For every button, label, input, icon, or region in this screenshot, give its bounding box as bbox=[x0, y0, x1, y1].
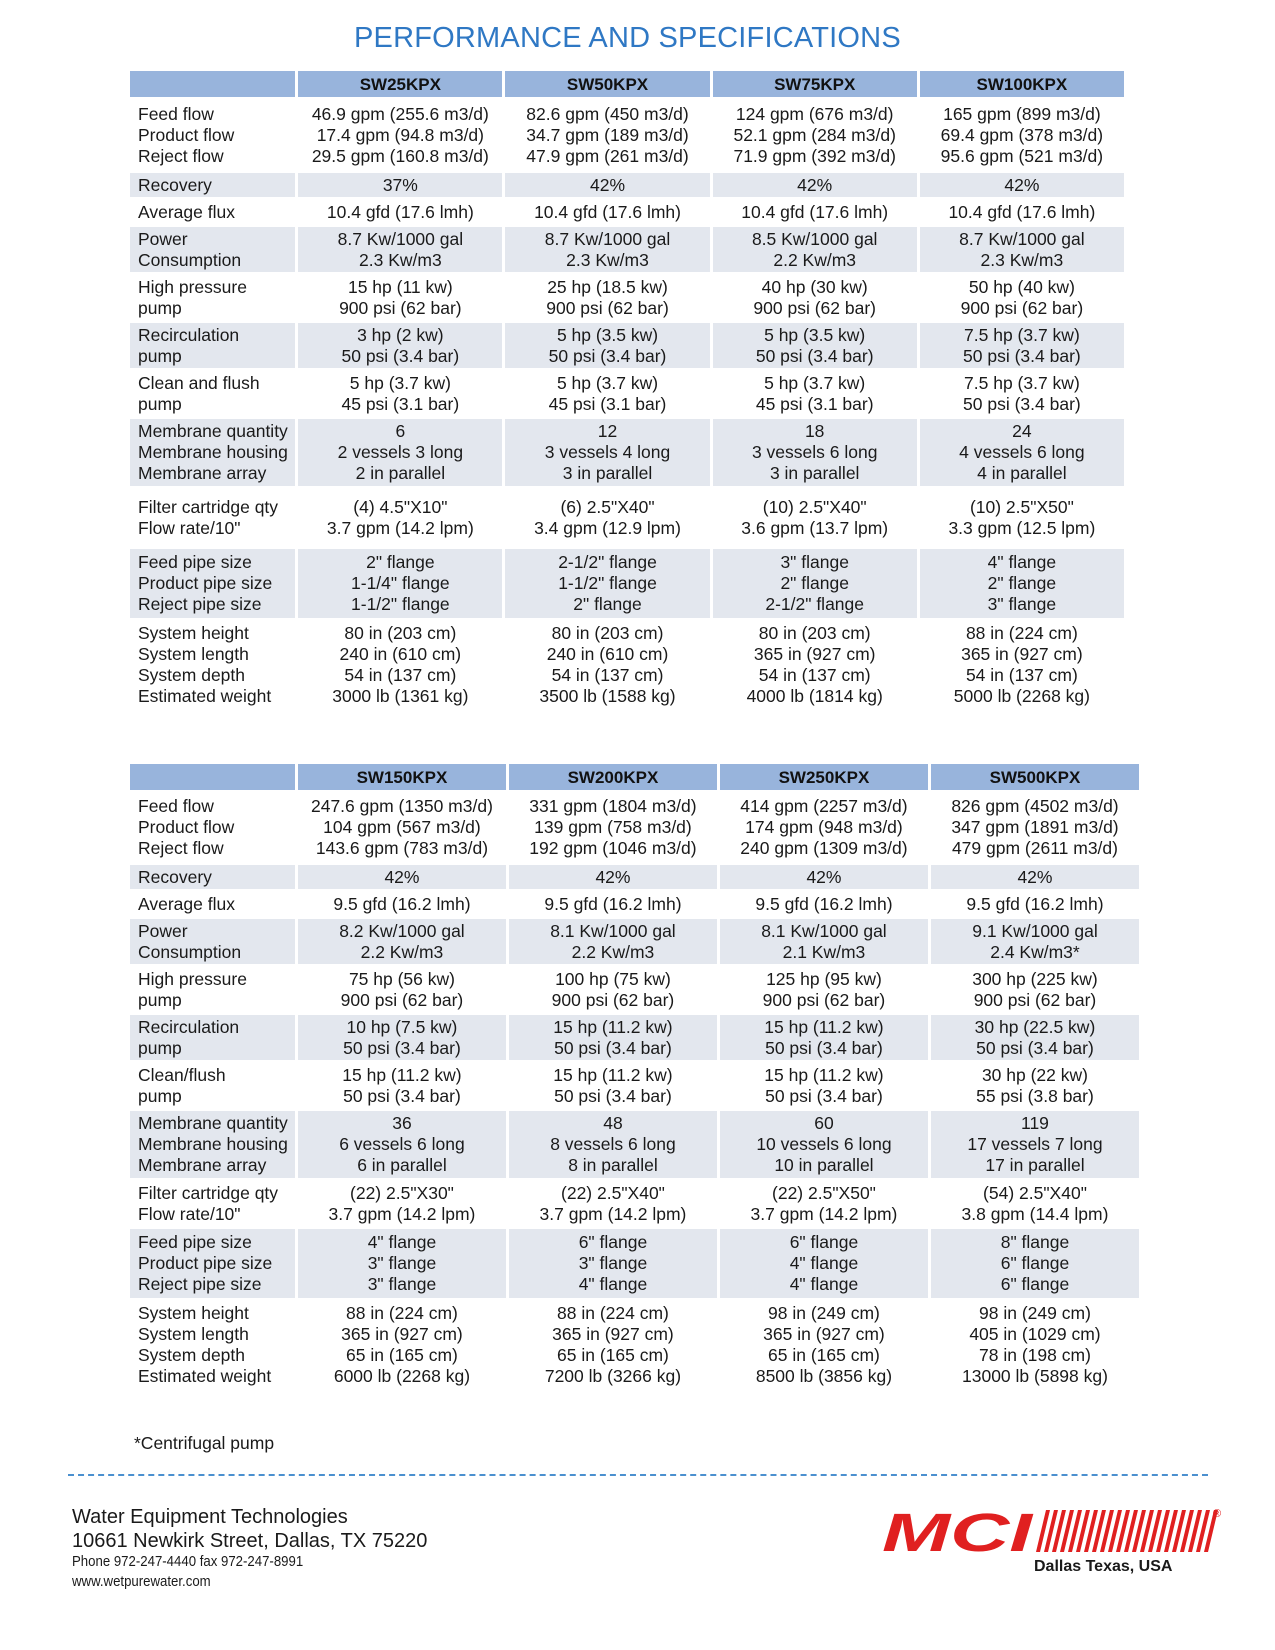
spec-row bbox=[129, 891, 1141, 918]
spec-cell: 42% bbox=[296, 864, 507, 891]
row-label: Membrane quantity Membrane housing Membrane array bbox=[129, 418, 297, 488]
spec-cell: 82.6 gpm (450 m3/d) 34.7 gpm (189 m3/d) 47.9 gpm (261 m3/d) bbox=[504, 99, 711, 172]
header-corner bbox=[129, 70, 297, 99]
spec-cell: 42% bbox=[918, 172, 1125, 199]
company-address bbox=[72, 1505, 427, 1593]
spec-cell: 100 hp (75 kw) 900 psi (62 bar) bbox=[507, 966, 718, 1014]
row-label: Recovery bbox=[129, 864, 297, 891]
row-label: Feed pipe size Product pipe size Reject pipe size bbox=[129, 1228, 297, 1300]
row-label: Feed flow Product flow Reject flow bbox=[129, 792, 297, 864]
spec-cell: 5 hp (3.7 kw) 45 psi (3.1 bar) bbox=[297, 370, 504, 418]
spec-row bbox=[129, 172, 1126, 199]
spec-row bbox=[129, 274, 1126, 322]
spec-cell: 88 in (224 cm) 365 in (927 cm) 54 in (137 cm) 5000 lb (2268 kg) bbox=[918, 620, 1125, 710]
spec-cell: 8" flange 6" flange 6" flange bbox=[929, 1228, 1140, 1300]
spec-cell: 8.7 Kw/1000 gal 2.3 Kw/m3 bbox=[918, 226, 1125, 274]
spec-cell: 9.5 gfd (16.2 lmh) bbox=[718, 891, 929, 918]
dashed-divider bbox=[68, 1474, 1208, 1476]
row-label: Recirculation pump bbox=[129, 1014, 297, 1062]
row-label: Filter cartridge qty Flow rate/10" bbox=[129, 488, 297, 548]
spec-cell: 15 hp (11.2 kw) 50 psi (3.4 bar) bbox=[507, 1014, 718, 1062]
logo-stripes bbox=[1036, 1510, 1218, 1552]
page-title: PERFORMANCE AND SPECIFICATIONS bbox=[354, 22, 901, 54]
spec-cell: (4) 4.5"X10" 3.7 gpm (14.2 lpm) bbox=[297, 488, 504, 548]
spec-cell: 7.5 hp (3.7 kw) 50 psi (3.4 bar) bbox=[918, 370, 1125, 418]
spec-table-1 bbox=[127, 68, 1127, 711]
spec-cell: 9.5 gfd (16.2 lmh) bbox=[929, 891, 1140, 918]
spec-cell: 8.2 Kw/1000 gal 2.2 Kw/m3 bbox=[296, 918, 507, 966]
spec-cell: 10.4 gfd (17.6 lmh) bbox=[504, 199, 711, 226]
spec-cell: 5 hp (3.7 kw) 45 psi (3.1 bar) bbox=[711, 370, 918, 418]
spec-row bbox=[129, 1110, 1141, 1180]
model-header: SW500KPX bbox=[929, 763, 1140, 792]
model-header: SW200KPX bbox=[507, 763, 718, 792]
model-header-row bbox=[129, 70, 1126, 99]
spec-row bbox=[129, 1228, 1141, 1300]
spec-cell: 12 3 vessels 4 long 3 in parallel bbox=[504, 418, 711, 488]
model-header: SW75KPX bbox=[711, 70, 918, 99]
spec-cell: 60 10 vessels 6 long 10 in parallel bbox=[718, 1110, 929, 1180]
spec-cell: (54) 2.5"X40" 3.8 gpm (14.4 lpm) bbox=[929, 1180, 1140, 1228]
spec-row bbox=[129, 370, 1126, 418]
logo-registered: ® bbox=[1213, 1508, 1222, 1520]
spec-cell: 42% bbox=[711, 172, 918, 199]
row-label: System height System length System depth Estimated weight bbox=[129, 1300, 297, 1390]
row-label: Membrane quantity Membrane housing Membrane array bbox=[129, 1110, 297, 1180]
row-label: Filter cartridge qty Flow rate/10" bbox=[129, 1180, 297, 1228]
spec-row bbox=[129, 792, 1141, 864]
spec-cell: 5 hp (3.5 kw) 50 psi (3.4 bar) bbox=[504, 322, 711, 370]
spec-cell: 8.7 Kw/1000 gal 2.3 Kw/m3 bbox=[297, 226, 504, 274]
spec-row bbox=[129, 1180, 1141, 1228]
spec-cell: 119 17 vessels 7 long 17 in parallel bbox=[929, 1110, 1140, 1180]
model-header: SW50KPX bbox=[504, 70, 711, 99]
spec-cell: 15 hp (11 kw) 900 psi (62 bar) bbox=[297, 274, 504, 322]
spec-cell: 15 hp (11.2 kw) 50 psi (3.4 bar) bbox=[718, 1062, 929, 1110]
spec-cell: 10 hp (7.5 kw) 50 psi (3.4 bar) bbox=[296, 1014, 507, 1062]
spec-cell: 9.5 gfd (16.2 lmh) bbox=[296, 891, 507, 918]
spec-cell: 8.1 Kw/1000 gal 2.1 Kw/m3 bbox=[718, 918, 929, 966]
spec-cell: 18 3 vessels 6 long 3 in parallel bbox=[711, 418, 918, 488]
spec-cell: 40 hp (30 kw) 900 psi (62 bar) bbox=[711, 274, 918, 322]
row-label: Average flux bbox=[129, 199, 297, 226]
spec-cell: 6 2 vessels 3 long 2 in parallel bbox=[297, 418, 504, 488]
logo-text: MCI bbox=[882, 1503, 1034, 1563]
spec-cell: 414 gpm (2257 m3/d) 174 gpm (948 m3/d) 240 gpm (1309 m3/d) bbox=[718, 792, 929, 864]
spec-cell: 8.1 Kw/1000 gal 2.2 Kw/m3 bbox=[507, 918, 718, 966]
spec-cell: 15 hp (11.2 kw) 50 psi (3.4 bar) bbox=[718, 1014, 929, 1062]
spec-cell: (22) 2.5"X50" 3.7 gpm (14.2 lpm) bbox=[718, 1180, 929, 1228]
row-label: Clean/flush pump bbox=[129, 1062, 297, 1110]
street-address: 10661 Newkirk Street, Dallas, TX 75220 bbox=[72, 1530, 428, 1552]
spec-row bbox=[129, 864, 1141, 891]
spec-cell: 2" flange 1-1/4" flange 1-1/2" flange bbox=[297, 548, 504, 620]
footnote: *Centrifugal pump bbox=[134, 1433, 275, 1453]
row-label: Power Consumption bbox=[129, 918, 297, 966]
spec-cell: 124 gpm (676 m3/d) 52.1 gpm (284 m3/d) 71.9 gpm (392 m3/d) bbox=[711, 99, 918, 172]
spec-cell: 75 hp (56 kw) 900 psi (62 bar) bbox=[296, 966, 507, 1014]
spec-cell: 6" flange 4" flange 4" flange bbox=[718, 1228, 929, 1300]
spec-cell: 42% bbox=[504, 172, 711, 199]
spec-cell: 9.5 gfd (16.2 lmh) bbox=[507, 891, 718, 918]
spec-cell: 4" flange 2" flange 3" flange bbox=[918, 548, 1125, 620]
spec-row bbox=[129, 1062, 1141, 1110]
spec-cell: 10.4 gfd (17.6 lmh) bbox=[918, 199, 1125, 226]
spec-cell: 2-1/2" flange 1-1/2" flange 2" flange bbox=[504, 548, 711, 620]
company-name: Water Equipment Technologies bbox=[72, 1506, 348, 1528]
row-label: Feed flow Product flow Reject flow bbox=[129, 99, 297, 172]
model-header: SW250KPX bbox=[718, 763, 929, 792]
spec-row bbox=[129, 418, 1126, 488]
spec-cell: (22) 2.5"X30" 3.7 gpm (14.2 lpm) bbox=[296, 1180, 507, 1228]
spec-row bbox=[129, 1300, 1141, 1390]
spec-cell: 165 gpm (899 m3/d) 69.4 gpm (378 m3/d) 95.6 gpm (521 m3/d) bbox=[918, 99, 1125, 172]
spec-cell: 300 hp (225 kw) 900 psi (62 bar) bbox=[929, 966, 1140, 1014]
spec-row bbox=[129, 488, 1126, 548]
spec-row bbox=[129, 966, 1141, 1014]
spec-cell: 6" flange 3" flange 4" flange bbox=[507, 1228, 718, 1300]
spec-cell: 80 in (203 cm) 240 in (610 cm) 54 in (137 cm) 3000 lb (1361 kg) bbox=[297, 620, 504, 710]
spec-cell: 88 in (224 cm) 365 in (927 cm) 65 in (165 cm) 6000 lb (2268 kg) bbox=[296, 1300, 507, 1390]
spec-cell: 37% bbox=[297, 172, 504, 199]
logo-location: Dallas Texas, USA bbox=[1034, 1558, 1173, 1575]
spec-cell: 125 hp (95 kw) 900 psi (62 bar) bbox=[718, 966, 929, 1014]
spec-cell: 42% bbox=[718, 864, 929, 891]
spec-cell: 98 in (249 cm) 365 in (927 cm) 65 in (165 cm) 8500 lb (3856 kg) bbox=[718, 1300, 929, 1390]
row-label: High pressure pump bbox=[129, 274, 297, 322]
model-header-row bbox=[129, 763, 1141, 792]
spec-table-2 bbox=[127, 761, 1142, 1391]
row-label: High pressure pump bbox=[129, 966, 297, 1014]
model-header: SW150KPX bbox=[296, 763, 507, 792]
spec-cell: 10.4 gfd (17.6 lmh) bbox=[711, 199, 918, 226]
spec-cell: 48 8 vessels 6 long 8 in parallel bbox=[507, 1110, 718, 1180]
spec-cell: 7.5 hp (3.7 kw) 50 psi (3.4 bar) bbox=[918, 322, 1125, 370]
spec-cell: 25 hp (18.5 kw) 900 psi (62 bar) bbox=[504, 274, 711, 322]
spec-cell: 80 in (203 cm) 240 in (610 cm) 54 in (137 cm) 3500 lb (1588 kg) bbox=[504, 620, 711, 710]
spec-cell: 247.6 gpm (1350 m3/d) 104 gpm (567 m3/d) 143.6 gpm (783 m3/d) bbox=[296, 792, 507, 864]
spec-cell: 50 hp (40 kw) 900 psi (62 bar) bbox=[918, 274, 1125, 322]
spec-cell: (22) 2.5"X40" 3.7 gpm (14.2 lpm) bbox=[507, 1180, 718, 1228]
website-link[interactable]: www.wetpurewater.com bbox=[72, 1573, 211, 1590]
row-label: Average flux bbox=[129, 891, 297, 918]
model-header: SW100KPX bbox=[918, 70, 1125, 99]
spec-row bbox=[129, 620, 1126, 710]
spec-row bbox=[129, 199, 1126, 226]
model-header: SW25KPX bbox=[297, 70, 504, 99]
row-label: System height System length System depth Estimated weight bbox=[129, 620, 297, 710]
spec-cell: 5 hp (3.7 kw) 45 psi (3.1 bar) bbox=[504, 370, 711, 418]
spec-cell: 80 in (203 cm) 365 in (927 cm) 54 in (137 cm) 4000 lb (1814 kg) bbox=[711, 620, 918, 710]
spec-cell: 30 hp (22.5 kw) 50 psi (3.4 bar) bbox=[929, 1014, 1140, 1062]
row-label: Clean and flush pump bbox=[129, 370, 297, 418]
spec-cell: 4" flange 3" flange 3" flange bbox=[296, 1228, 507, 1300]
spec-cell: 36 6 vessels 6 long 6 in parallel bbox=[296, 1110, 507, 1180]
spec-cell: 8.5 Kw/1000 gal 2.2 Kw/m3 bbox=[711, 226, 918, 274]
spec-row bbox=[129, 918, 1141, 966]
row-label: Feed pipe size Product pipe size Reject pipe size bbox=[129, 548, 297, 620]
spec-cell: 3" flange 2" flange 2-1/2" flange bbox=[711, 548, 918, 620]
spec-cell: 46.9 gpm (255.6 m3/d) 17.4 gpm (94.8 m3/d) 29.5 gpm (160.8 m3/d) bbox=[297, 99, 504, 172]
spec-cell: 15 hp (11.2 kw) 50 psi (3.4 bar) bbox=[507, 1062, 718, 1110]
spec-cell: 42% bbox=[929, 864, 1140, 891]
spec-row bbox=[129, 548, 1126, 620]
spec-cell: 15 hp (11.2 kw) 50 psi (3.4 bar) bbox=[296, 1062, 507, 1110]
spec-cell: (6) 2.5"X40" 3.4 gpm (12.9 lpm) bbox=[504, 488, 711, 548]
spec-row bbox=[129, 1014, 1141, 1062]
spec-row bbox=[129, 99, 1126, 172]
row-label: Recirculation pump bbox=[129, 322, 297, 370]
spec-cell: 42% bbox=[507, 864, 718, 891]
spec-cell: (10) 2.5"X40" 3.6 gpm (13.7 lpm) bbox=[711, 488, 918, 548]
phone-fax: Phone 972-247-4440 fax 972-247-8991 bbox=[72, 1553, 304, 1570]
spec-cell: 826 gpm (4502 m3/d) 347 gpm (1891 m3/d) 479 gpm (2611 m3/d) bbox=[929, 792, 1140, 864]
row-label: Power Consumption bbox=[129, 226, 297, 274]
spec-cell: (10) 2.5"X50" 3.3 gpm (12.5 lpm) bbox=[918, 488, 1125, 548]
spec-cell: 3 hp (2 kw) 50 psi (3.4 bar) bbox=[297, 322, 504, 370]
spec-cell: 9.1 Kw/1000 gal 2.4 Kw/m3* bbox=[929, 918, 1140, 966]
spec-cell: 30 hp (22 kw) 55 psi (3.8 bar) bbox=[929, 1062, 1140, 1110]
spec-cell: 88 in (224 cm) 365 in (927 cm) 65 in (165 cm) 7200 lb (3266 kg) bbox=[507, 1300, 718, 1390]
spec-cell: 5 hp (3.5 kw) 50 psi (3.4 bar) bbox=[711, 322, 918, 370]
spec-cell: 8.7 Kw/1000 gal 2.3 Kw/m3 bbox=[504, 226, 711, 274]
spec-row bbox=[129, 322, 1126, 370]
spec-cell: 98 in (249 cm) 405 in (1029 cm) 78 in (198 cm) 13000 lb (5898 kg) bbox=[929, 1300, 1140, 1390]
spec-cell: 10.4 gfd (17.6 lmh) bbox=[297, 199, 504, 226]
spec-cell: 331 gpm (1804 m3/d) 139 gpm (758 m3/d) 192 gpm (1046 m3/d) bbox=[507, 792, 718, 864]
header-corner bbox=[129, 763, 297, 792]
spec-cell: 24 4 vessels 6 long 4 in parallel bbox=[918, 418, 1125, 488]
spec-row bbox=[129, 226, 1126, 274]
row-label: Recovery bbox=[129, 172, 297, 199]
